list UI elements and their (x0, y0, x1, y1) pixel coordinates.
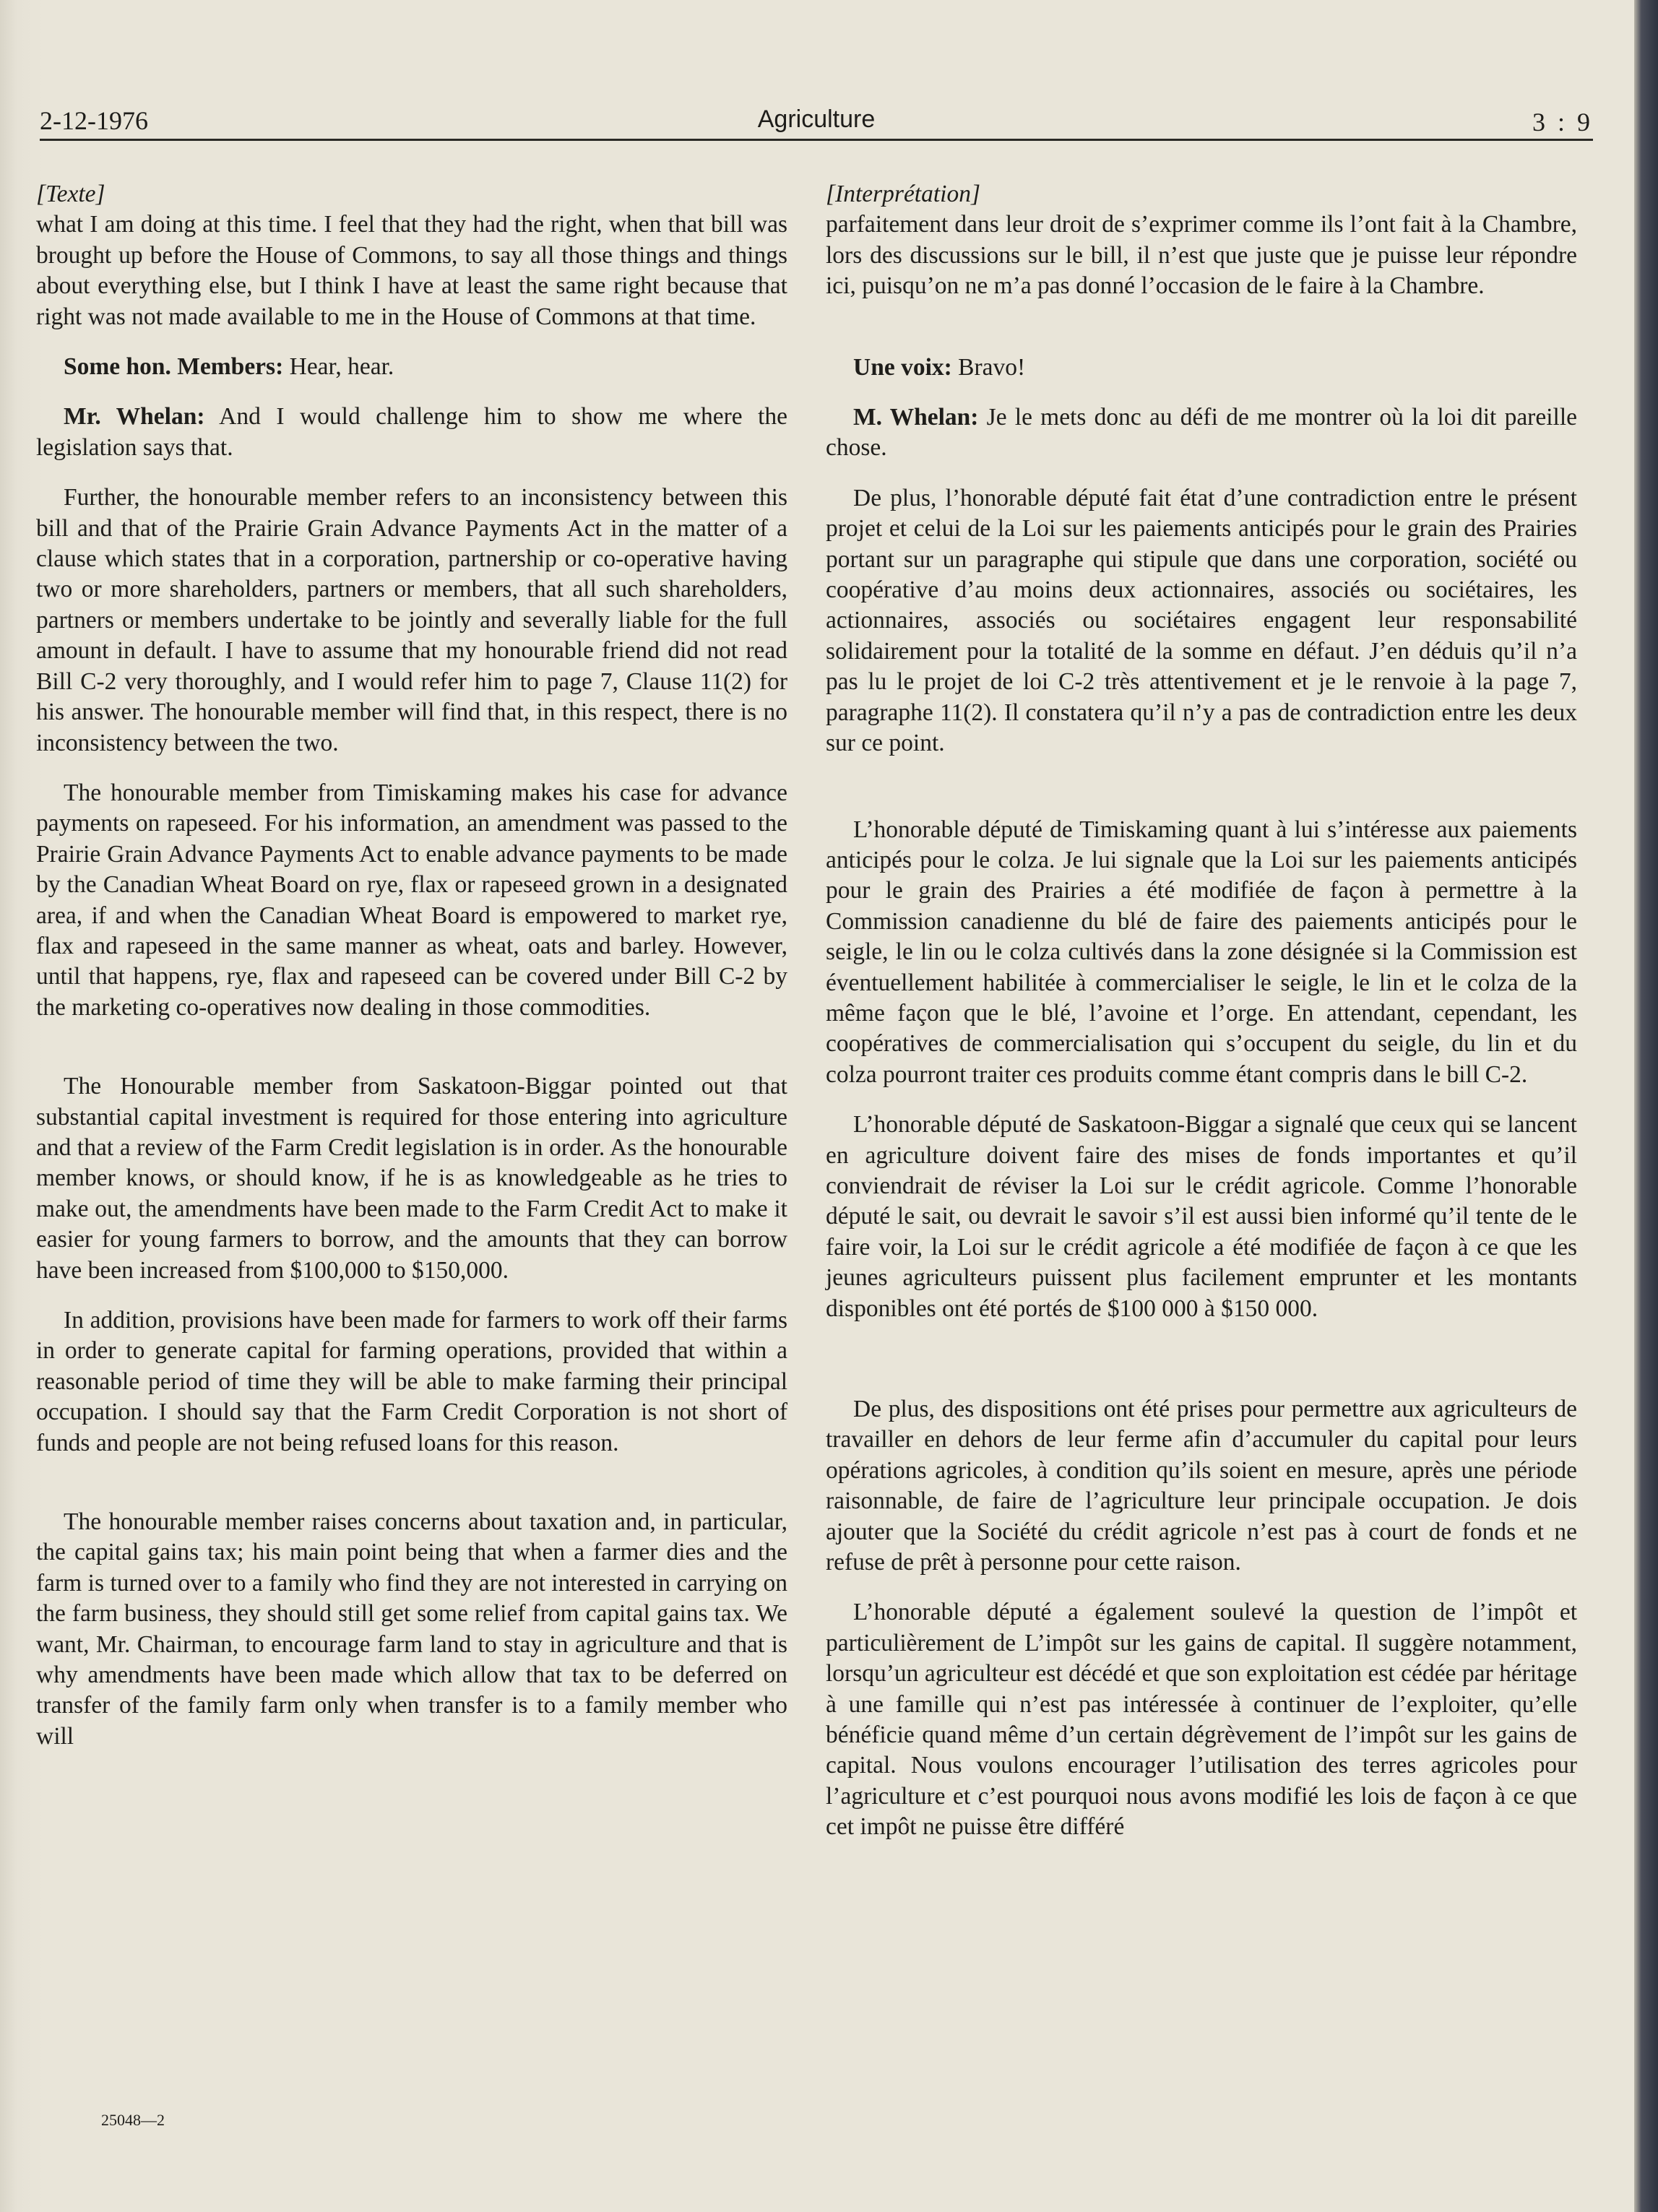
speaker-text: Bravo! (951, 353, 1026, 381)
speaker-name: Some hon. Members: (64, 353, 284, 381)
column-label: [Interprétation] (826, 181, 981, 207)
paragraph: In addition, provisions have been made for farmers to work off their farms in order to generate capital for farming operations, provided that within a reasonable period of time they will be able to make farming their principal occupation. I should say that the Farm Credit Corporation is not short of funds and people are not being refused loans for this reason. (36, 1307, 787, 1456)
speaker-line (36, 352, 787, 382)
paragraph: what I am doing at this time. I feel that they had the right, when that bill was brought up before the House of Commons, to say all those things and things about everything else, but I think I have at least the same right because that right was not made available to me in the House of Commons at that time. (36, 211, 787, 330)
speaker-name: Mr. Whelan: (64, 403, 205, 431)
english-column (36, 179, 787, 1771)
footer-code: 25048—2 (101, 2111, 165, 2129)
paragraph: L’honorable député a également soulevé la question de l’impôt et particulièrement de L’impôt sur les gains de capital. Il suggère notamment, lorsqu’un agriculteur est décédé et que son exploitation est cédée par héritage à une famille qui n’est pas intéressée à continuer de l’exploiter, qu’elle bénéficie quand même d’un certain dégrèvement de l’impôt sur les gains de capital. Nous voulons encourager l’utilisation des terres agricoles pour l’agriculture et c’est pourquoi nous avons modifié les lois de façon à ce que cet impôt ne puisse être différé (826, 1599, 1577, 1841)
speaker-line (36, 402, 787, 463)
speaker-line (826, 353, 1577, 383)
speaker-line (826, 402, 1577, 464)
speaker-name: M. Whelan: (853, 404, 979, 431)
header-title: Agriculture (757, 105, 876, 133)
page-header (40, 101, 1593, 141)
french-column (826, 179, 1577, 1862)
paragraph: De plus, des dispositions ont été prises pour permettre aux agriculteurs de travailler en dehors de leur ferme afin d’accumuler du capital pour leurs opérations agricoles, à condition qu’ils soient en mesure, après une période raisonnable, de faire de l’agriculture leur principale occupation. Je dois ajouter que la Société du crédit agricole n’est pas à court de fonds et ne refuse de prêt à personne pour cette raison. (826, 1396, 1577, 1576)
speaker-text: And I would challenge him to show me where the legislation says that. (36, 403, 787, 461)
paragraph: The honourable member from Timiskaming makes his case for advance payments on rapeseed. For his information, an amendment was passed to the Prairie Grain Advance Payments Act to enable advance payments to be made by the Canadian Wheat Board on rye, flax or rapeseed grown in a designated area, if and when the Canadian Wheat Board is empowered to market rye, flax and rapeseed in the same manner as wheat, oats and barley. However, until that happens, rye, flax and rapeseed can be covered under Bill C-2 by the marketing co-operatives now dealing in those commodities. (36, 779, 787, 1021)
paragraph: L’honorable député de Saskatoon-Biggar a signalé que ceux qui se lancent en agriculture doivent faire des mises de fonds importantes et qu’il conviendrait de réviser la Loi sur le crédit agricole. Comme l’honorable député le sait, ou devrait le savoir s’il est aussi bien informé qu’il tente de le faire voir, la Loi sur le crédit agricole a été modifiée de façon à ce que les jeunes agriculteurs puissent plus facilement emprunter et les montants disponibles ont été portés de $100 000 à $150 000. (826, 1111, 1577, 1322)
header-page-number: 3 : 9 (1532, 108, 1593, 137)
speaker-text: Je le mets donc au défi de me montrer où la loi dit pareille chose. (826, 404, 1578, 462)
binding-edge (1634, 0, 1658, 2212)
speaker-text: Hear, hear. (283, 353, 394, 381)
speaker-name: Une voix: (853, 353, 952, 381)
paragraph: The honourable member raises concerns about taxation and, in particular, the capital gains tax; his main point being that when a farmer dies and the farm is turned over to a family who find they are not interested in carrying on the farm business, they should still get some relief from capital gains tax. We want, Mr. Chairman, to encourage farm land to stay in agriculture and that is why amendments have been made which allow that tax to be deferred on transfer of the family farm only when transfer is to a family member who will (36, 1508, 787, 1750)
paragraph: parfaitement dans leur droit de s’exprimer comme ils l’ont fait à la Chambre, lors des discussions sur le bill, il n’est que juste que je puisse leur répondre ici, puisqu’on ne m’a pas donné l’occasion de le faire à la Chambre. (826, 211, 1577, 300)
header-date: 2-12-1976 (40, 106, 148, 135)
paragraph: De plus, l’honorable député fait état d’une contradiction entre le présent projet et celui de la Loi sur les paiements anticipés pour le grain des Prairies portant sur un paragraphe qui stipule que dans une corporation, société ou coopérative d’au moins deux actionnaires, associés ou sociétaires, les actionnaires, associés ou sociétaires engagent leur responsabilité solidairement pour la totalité de la somme en défaut. J’en déduis qu’il n’a pas lu le projet de loi C-2 très attentivement et je le renvoie à la page 7, paragraphe 11(2). Il constatera qu’il n’y a pas de contradiction entre les deux sur ce point. (826, 484, 1577, 757)
paragraph: Further, the honourable member refers to an inconsistency between this bill and that of the Prairie Grain Advance Payments Act in the matter of a clause which states that in a corporation, partnership or co-operative having two or more shareholders, partners or members, that all such shareholders, partners or members undertake to be jointly and severally liable for the full amount in default. I have to assume that my honourable friend did not read Bill C-2 very thoroughly, and I would refer him to page 7, Clause 11(2) for his answer. The honourable member will find that, in this respect, there is no inconsistency between the two. (36, 484, 787, 756)
column-label: [Texte] (36, 181, 105, 207)
paragraph: The Honourable member from Saskatoon-Biggar pointed out that substantial capital investment is required for those entering into agriculture and that a review of the Farm Credit legislation is in order. As the honourable member knows, or should know, if he is as knowledgeable as he tries to make out, the amendments have been made to the Farm Credit Act to make it easier for young farmers to borrow, and the amounts that they can borrow have been increased from $100,000 to $150,000. (36, 1073, 787, 1284)
paragraph: L’honorable député de Timiskaming quant à lui s’intéresse aux paiements anticipés pour le colza. Je lui signale que la Loi sur les paiements anticipés pour le grain des Prairies a été modifiée de façon à permettre à la Commission canadienne du blé de faire des paiements anticipés pour le seigle, le lin ou le colza cultivés dans la zone désignée si la Commission est éventuellement habilitée à commercialiser le seigle, le lin et le colza de la même façon que le blé, l’avoine et l’orge. En attendant, cependant, les coopératives de commercialisation qui s’occupent du seigle, du lin et du colza pourront traiter ces produits comme étant compris dans le bill C-2. (826, 816, 1577, 1088)
